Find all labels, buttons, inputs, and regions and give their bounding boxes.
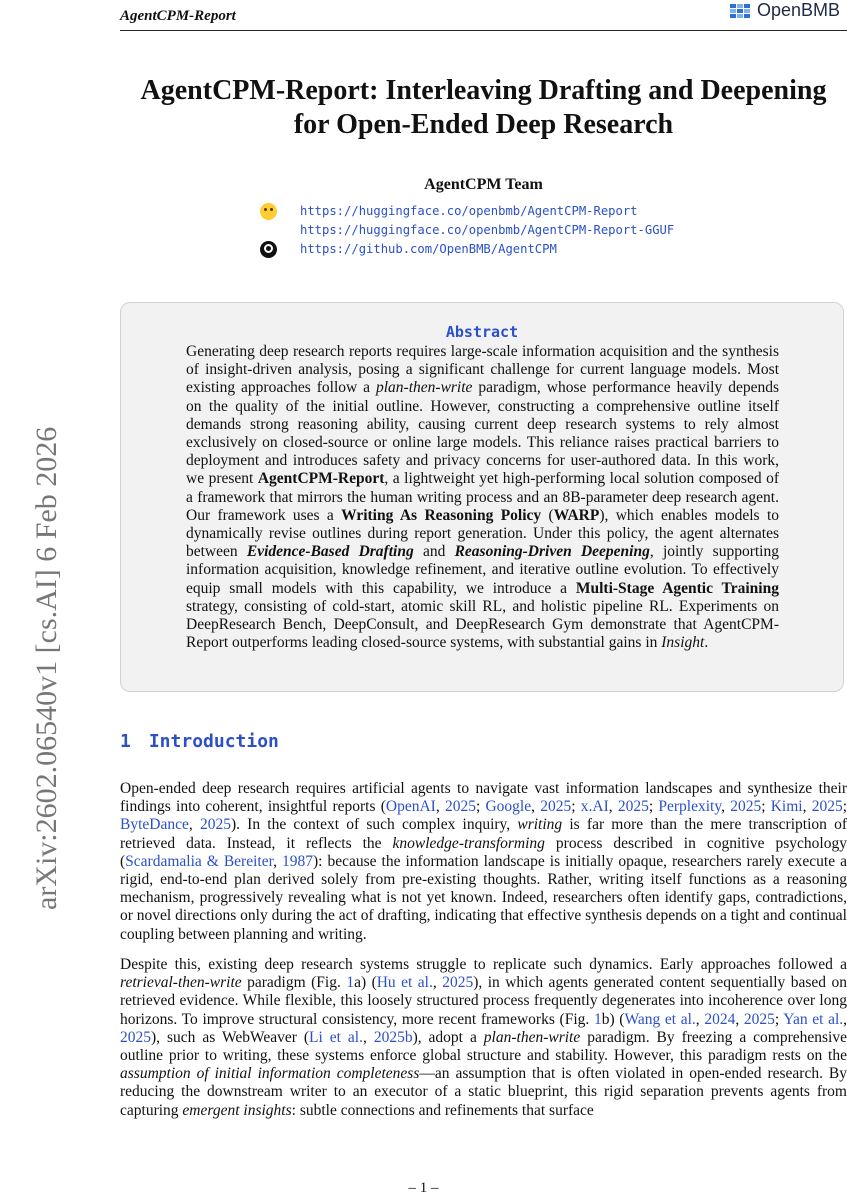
openbmb-logo — [730, 0, 840, 21]
citation-link[interactable]: 1 — [593, 1010, 602, 1028]
citation-link[interactable]: 1987 — [282, 852, 314, 870]
citation-link[interactable]: Yan et al. — [783, 1010, 844, 1028]
text-run: , — [721, 798, 731, 816]
text-run: , — [843, 1010, 847, 1028]
arxiv-stamp — [0, 320, 63, 920]
citation-link[interactable]: 2025 — [540, 798, 572, 816]
citation-link[interactable]: 2025b — [373, 1028, 413, 1046]
text-run: process described in cognitive psychology ( — [120, 834, 847, 870]
text-run: —an assumption that is often violated in open-ended research. By reducing the downstream writer to an executor of a static blueprint, this rigid separation prevents agents from capturing — [120, 1065, 847, 1119]
citation-link[interactable]: 2025 — [442, 974, 474, 992]
text-run: : subtle connections and refinements that surface — [291, 1101, 594, 1119]
running-title: AgentCPM-Report — [120, 8, 236, 24]
github-icon — [260, 241, 277, 258]
text-run: AgentCPM-Report — [257, 470, 385, 488]
text-run: , a lightweight yet high-performing local solution composed of a framework that mirrors the human writing process and an 8B-parameter deep research agent. Our framework uses a — [186, 470, 779, 524]
text-run: paradigm. By freezing a comprehensive outline prior to writing, these systems enforce global structure and stability. However, this paradigm rests on the — [120, 1028, 847, 1065]
intro-paragraph-2 — [120, 956, 847, 1120]
text-run: , — [531, 798, 541, 816]
text-run: , — [362, 1028, 374, 1046]
github-link[interactable]: https://github.com/OpenBMB/AgentCPM — [300, 242, 557, 256]
text-run: , — [273, 852, 283, 870]
citation-link[interactable]: 2025 — [617, 798, 649, 816]
text-run: retrieval-then-write — [120, 974, 242, 992]
author: AgentCPM Team — [424, 176, 543, 193]
text-run: a) ( — [354, 974, 377, 992]
text-run: Writing As Reasoning Policy — [341, 506, 542, 524]
text-run: Multi-Stage Agentic Training — [575, 579, 779, 597]
text-run: Despite this, existing deep research systems struggle to replicate such dynamics. Early approaches followed a — [120, 956, 847, 973]
text-run: paradigm, whose performance heavily depends on the quality of the initial outline. However, constructing a comprehensive outline itself demands strong reasoning ability, causing current deep research systems to rely almost exclusively on closed-source or online large models. This reliance raises practical barriers to deployment and introduces safety and privacy concerns for user-authored data. In this work, we present — [186, 379, 779, 488]
citation-link[interactable]: Kimi — [770, 798, 803, 816]
text-run: ), such as WebWeaver ( — [151, 1028, 310, 1046]
text-run: ; — [475, 798, 486, 816]
text-run: and — [413, 543, 455, 561]
text-run: ; — [761, 798, 771, 816]
link-row — [260, 223, 674, 242]
text-run: plan-then-write — [483, 1028, 581, 1046]
arxiv-stamp-text: arXiv:2602.06540v1 [cs.AI] 6 Feb 2026 — [30, 426, 63, 910]
citation-link[interactable]: Google — [485, 798, 532, 816]
text-run: ; — [648, 798, 659, 816]
text-run: , — [695, 1010, 705, 1028]
text-run: ): because the information landscape is initially opaque, researchers rarely execute a rigid, end-to-end plan derived solely from pre-existing thoughts. Rather, writing itself functions as a reasoning mechanism, progressively revealing what is not yet known. Indeed, researchers often identify gaps, contradictions, or novel directions only during the act of drafting, indicating that effective synthesis depends on a tight and continual coupling between planning and writing. — [120, 852, 847, 943]
text-run: Insight — [661, 634, 705, 652]
huggingface-link[interactable]: https://huggingface.co/openbmb/AgentCPM-Report — [300, 204, 638, 218]
huggingface-gguf-link[interactable]: https://huggingface.co/openbmb/AgentCPM-Report-GGUF — [300, 223, 675, 237]
citation-link[interactable]: 2024 — [704, 1010, 736, 1028]
text-run: knowledge-transforming — [392, 834, 545, 852]
openbmb-logo-icon — [730, 4, 750, 18]
citation-link[interactable]: OpenAI — [385, 798, 436, 816]
citation-link[interactable]: Scardamalia & Bereiter — [125, 852, 274, 870]
citation-link[interactable]: 2025 — [730, 798, 762, 816]
citation-link[interactable]: Wang et al. — [624, 1010, 696, 1028]
citation-link[interactable]: Hu et al. — [376, 974, 433, 992]
abstract-body — [186, 343, 779, 652]
text-run: ), which enables models to dynamically revise outlines during report generation. Under this policy, the agent alternates between — [186, 506, 779, 561]
text-run: ( — [541, 506, 554, 524]
text-run: ). In the context of such complex inquiry, — [230, 816, 518, 834]
link-row — [260, 204, 674, 223]
text-run: . — [704, 634, 709, 652]
text-run: strategy, consisting of cold-start, atomic skill RL, and holistic pipeline RL. Experiments on DeepResearch Bench, DeepConsult, and DeepResearch Gym demonstrate that AgentCPM-Report outperforms leading closed-source systems, with substantial gains in — [186, 597, 779, 652]
abstract-box — [120, 302, 844, 692]
text-run: , — [735, 1010, 744, 1028]
text-run: paradigm (Fig. — [241, 974, 347, 992]
citation-link[interactable]: 1 — [346, 974, 355, 992]
text-run: ; — [571, 798, 581, 816]
text-run: writing — [517, 816, 563, 834]
text-run: , — [432, 974, 443, 992]
text-run: Open-ended deep research requires artificial agents to navigate vast information landscapes and synthesize their findings into coherent, insightful reports ( — [120, 780, 847, 816]
citation-link[interactable]: Li et al. — [309, 1028, 363, 1046]
text-run: Generating deep research reports requires large-scale information acquisition and the synthesis of insight-driven analysis, posing a significant challenge for current language models. Most existing approaches follow a — [186, 343, 779, 397]
citation-link[interactable]: 2025 — [743, 1010, 775, 1028]
logo-text: OpenBMB — [757, 0, 841, 20]
citation-link[interactable]: 2025 — [120, 1028, 151, 1046]
citation-link[interactable]: 2025 — [444, 798, 476, 816]
text-run: WARP — [553, 506, 600, 524]
huggingface-icon — [260, 203, 277, 220]
text-run: , — [802, 798, 812, 816]
text-run: assumption of initial information completeness — [120, 1065, 420, 1083]
section-number: 1 — [120, 731, 131, 752]
header-rule — [120, 30, 847, 31]
text-run: ; — [774, 1010, 784, 1028]
text-run: , — [435, 798, 445, 816]
text-run: b) ( — [601, 1010, 625, 1028]
citation-link[interactable]: ByteDance — [120, 816, 189, 834]
citation-link[interactable]: x.AI — [580, 798, 609, 816]
citation-link[interactable]: 2025 — [811, 798, 843, 816]
text-run: , jointly supporting information acquisition, knowledge refinement, and iterative outline evolution. To effectively equip small models with this capability, we introduce a — [186, 543, 779, 597]
resource-links — [260, 204, 674, 261]
citation-link[interactable]: 2025 — [199, 816, 231, 834]
text-run: Evidence-Based Drafting — [246, 543, 414, 561]
citation-link[interactable]: Perplexity — [658, 798, 722, 816]
text-run: ; — [842, 798, 847, 816]
intro-paragraph-1 — [120, 780, 847, 944]
text-run: Reasoning-Driven Deepening — [454, 543, 650, 561]
text-run: emergent insights — [182, 1101, 292, 1119]
section-title: Introduction — [148, 731, 279, 752]
text-run: plan-then-write — [376, 379, 473, 397]
abstract-heading: Abstract — [445, 323, 519, 341]
text-run: ), in which agents generated content sequentially based on retrieved evidence. While flexible, this loosely structured process frequently degenerates into incoherence over long horizons. To improve structural consistency, more recent frameworks (Fig. — [120, 974, 847, 1028]
link-row — [260, 242, 674, 261]
text-run: , — [608, 798, 618, 816]
page-number: – 1 – — [408, 1180, 439, 1196]
text-run: , — [188, 816, 200, 834]
text-run: ), adopt a — [412, 1028, 484, 1046]
paper-title: AgentCPM-Report: Interleaving Drafting and Deepening for Open-Ended Deep Research — [140, 75, 827, 140]
text-run: is far more than the mere transcription of retrieved data. Instead, it reflects the — [120, 816, 847, 852]
section-heading — [120, 731, 279, 752]
